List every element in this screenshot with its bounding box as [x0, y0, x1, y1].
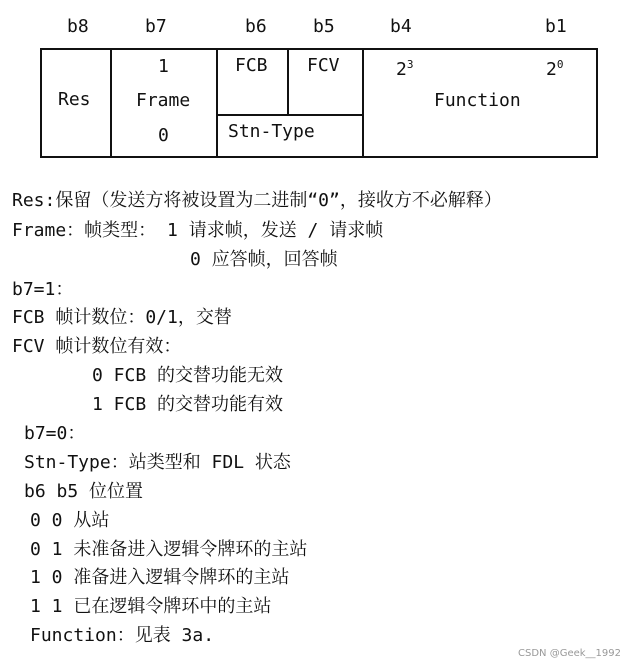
frame-type-response: 0 应答帧，回答帧 — [190, 249, 338, 270]
bit-label-b1: b1 — [545, 16, 567, 37]
bit-label-b5: b5 — [313, 16, 335, 37]
table-border-top — [40, 48, 598, 50]
res-description: Res:保留（发送方将被设置为二进制“0”，接收方不必解释） — [12, 190, 502, 211]
bit-label-b6: b6 — [245, 16, 267, 37]
stn-type-cell: Stn-Type — [228, 121, 315, 142]
function-cell: Function — [434, 90, 521, 111]
table-border-left — [40, 48, 42, 158]
function-description: Function：见表 3a. — [30, 625, 215, 646]
bit-label-b7: b7 — [145, 16, 167, 37]
b7-0-heading: b7=0： — [24, 423, 86, 444]
table-divider-stn-type — [216, 114, 364, 116]
frame-cell: Frame — [136, 90, 191, 111]
bit-position-heading: b6 b5 位位置 — [24, 481, 144, 502]
stn-type-10: 1 0 准备进入逻辑令牌环的主站 — [30, 567, 290, 588]
b7-1-heading: b7=1： — [12, 279, 74, 300]
fcb-cell: FCB — [235, 55, 268, 76]
bit-label-b8: b8 — [67, 16, 89, 37]
table-border-bottom — [40, 156, 598, 158]
stn-type-description: Stn-Type：站类型和 FDL 状态 — [24, 452, 291, 473]
table-divider-b7-b6 — [216, 48, 218, 158]
table-border-right — [596, 48, 598, 158]
frame-type-request: Frame：帧类型： 1 请求帧，发送 / 请求帧 — [12, 220, 384, 241]
res-cell: Res — [58, 89, 91, 110]
watermark: CSDN @Geek__1992 — [518, 648, 621, 659]
table-divider-b6-b5 — [287, 48, 289, 114]
fcb-description: FCB 帧计数位：0/1，交替 — [12, 307, 232, 328]
frame-value-0: 0 — [158, 125, 169, 146]
power-2-0: $2^0$ — [546, 58, 564, 80]
frame-value-1: 1 — [158, 56, 169, 77]
fcv-value-1: 1 FCB 的交替功能有效 — [92, 394, 284, 415]
stn-type-11: 1 1 已在逻辑令牌环中的主站 — [30, 596, 272, 617]
fcv-cell: FCV — [307, 55, 340, 76]
table-divider-b8-b7 — [110, 48, 112, 158]
stn-type-00: 0 0 从站 — [30, 510, 110, 531]
table-divider-b5-b4 — [362, 48, 364, 158]
fcv-value-0: 0 FCB 的交替功能无效 — [92, 365, 284, 386]
power-2-3: $2^3$ — [396, 58, 414, 80]
stn-type-01: 0 1 未准备进入逻辑令牌环的主站 — [30, 539, 308, 560]
fcv-description: FCV 帧计数位有效： — [12, 336, 182, 357]
bit-label-b4: b4 — [390, 16, 412, 37]
